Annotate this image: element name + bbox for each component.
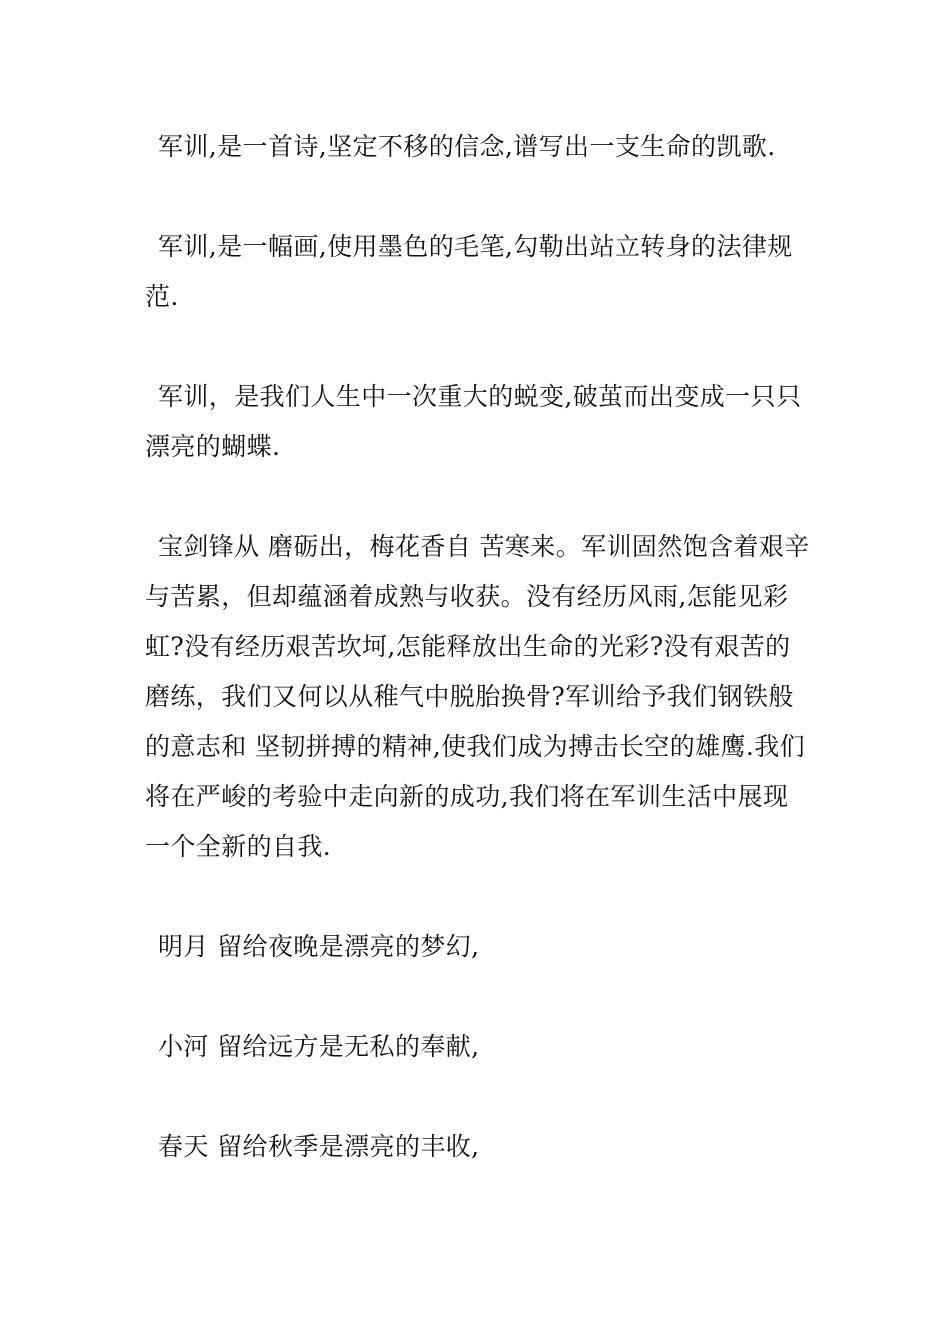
paragraph-7: 春天 留给秋季是漂亮的丰收, bbox=[158, 1132, 480, 1161]
paragraph-2: 军训,是一幅画,使用墨色的毛笔,勾勒出站立转身的法律规范. bbox=[145, 232, 793, 311]
paragraph-6: 小河 留给远方是无私的奉献, bbox=[158, 1032, 480, 1061]
paragraph-1: 军训,是一首诗,坚定不移的信念,谱写出一支生命的凯歌. bbox=[158, 132, 776, 161]
paragraph-4: 宝剑锋从 磨砺出，梅花香自 苦寒来。军训固然饱含着艰辛与苦累，但却蕴涵着成熟与收获。没有经历风雨,怎能见彩虹?没有经历艰苦坎坷,怎能释放出生命的光彩?没有艰苦的磨练，我们又何以从稚气中脱胎换骨?军训给予我们钢铁般的意志和 坚韧拼搏的精神,使我们成为搏击长空的雄鹰.我们将在严峻的考验中走向新的成功,我们将在军训生活中展现一个全新的自我. bbox=[145, 532, 810, 861]
paragraph-5: 明月 留给夜晚是漂亮的梦幻, bbox=[158, 932, 480, 961]
paragraph-3: 军训，是我们人生中一次重大的蜕变,破茧而出变成一只只漂亮的蝴蝶. bbox=[145, 382, 802, 461]
